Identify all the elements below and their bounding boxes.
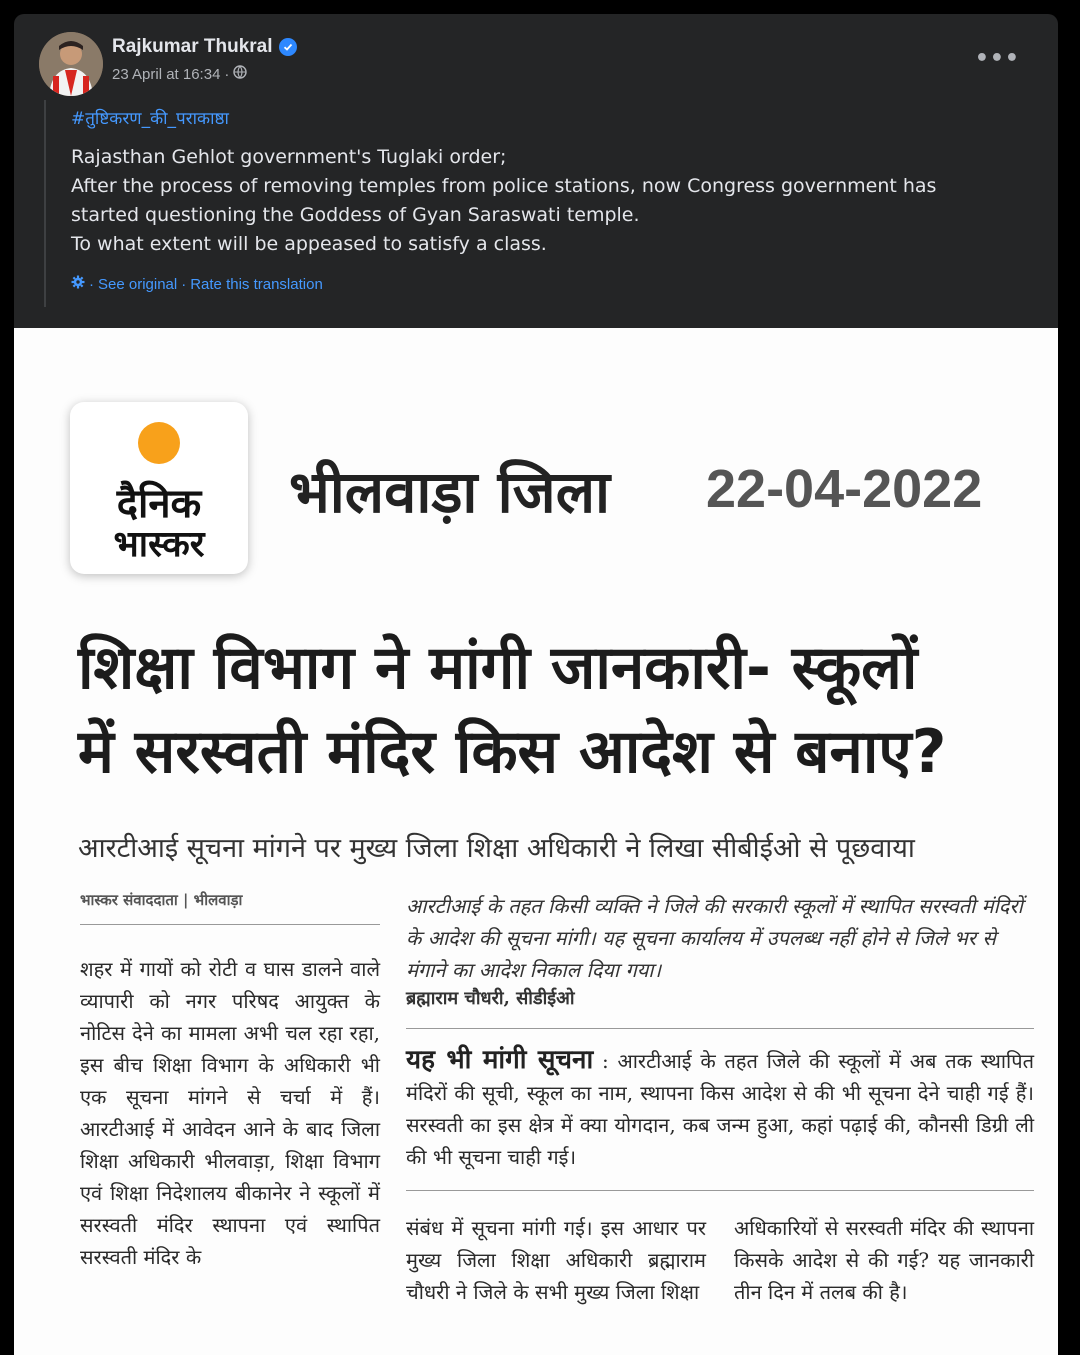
logo-text-line1: दैनिक bbox=[116, 481, 202, 527]
post-image-newspaper-clipping[interactable] bbox=[14, 328, 1058, 1355]
post-line-4: To what extent will be appeased to satisfy a class. bbox=[71, 233, 547, 255]
translation-separator-1: · bbox=[89, 275, 94, 293]
clipping-headline bbox=[78, 626, 1038, 794]
post-line-3: started questioning the Goddess of Gyan Saraswati temple. bbox=[71, 204, 640, 226]
quote-author: ब्रह्माराम चौधरी, सीडीईओ bbox=[406, 988, 575, 1009]
info-box-text: : आरटीआई के तहत जिले की स्कूलों में अब तक स्थापित मंदिरों की सूची, स्कूल का नाम, स्थापना किस आदेश से की भी सूचना देने चाही गई हैं। सरस्वती का इस क्षेत्र में क्या योगदान, कब जन्म हुआ, कहां पढ़ाई की, कौनसी डिग्री ली की भी सूचना चाही गई। bbox=[406, 1049, 1034, 1169]
author-name[interactable] bbox=[112, 36, 297, 58]
post-line-1: Rajasthan Gehlot government's Tuglaki order; bbox=[71, 146, 507, 168]
verified-badge-icon bbox=[279, 38, 297, 56]
post-meta bbox=[112, 65, 247, 83]
avatar[interactable] bbox=[39, 32, 103, 96]
translation-bar bbox=[71, 275, 1058, 293]
facebook-post bbox=[14, 14, 1058, 1355]
left-column bbox=[80, 953, 380, 1273]
post-timestamp[interactable]: 23 April at 16:34 bbox=[112, 65, 221, 83]
translation-separator-2: · bbox=[181, 275, 187, 293]
divider bbox=[406, 1028, 1034, 1029]
see-original-link[interactable]: See original bbox=[98, 275, 178, 293]
quote-block bbox=[406, 890, 1034, 1010]
left-column-text: शहर में गायों को रोटी व घास डालने वाले व्यापारी को नगर परिषद आयुक्त के नोटिस देने का मामला अभी चल रहा रहा, इस बीच शिक्षा विभाग के अधिकारी भी एक सूचना मांगने से चर्चा में हैं। आरटीआई में आवेदन आने के बाद जिला शिक्षा अधिकारी भीलवाड़ा, शिक्षा विभाग एवं शिक्षा निदेशालय बीकानेर ने स्कूलों में सरस्वती मंदिर स्थापना एवं स्थापित सरस्वती मंदिर के bbox=[80, 957, 380, 1269]
byline: भास्कर संवाददाता | भीलवाड़ा bbox=[80, 891, 243, 909]
globe-icon bbox=[233, 65, 247, 83]
dainik-bhaskar-logo bbox=[70, 402, 248, 574]
logo-text-line2: भास्कर bbox=[113, 524, 205, 565]
right-column-text: अधिकारियों से सरस्वती मंदिर की स्थापना किसके आदेश से की गई? यह जानकारी तीन दिन में तलब की है। bbox=[734, 1216, 1034, 1304]
info-box bbox=[406, 1044, 1034, 1173]
headline-line-1: शिक्षा विभाग ने मांगी जानकारी- स्कूलों bbox=[78, 633, 918, 703]
clipping-subheadline: आरटीआई सूचना मांगने पर मुख्य जिला शिक्षा अधिकारी ने लिखा सीबीईओ से पूछवाया bbox=[78, 833, 915, 864]
meta-separator: · bbox=[224, 65, 230, 83]
middle-column bbox=[406, 1212, 706, 1308]
author-name-text[interactable]: Rajkumar Thukral bbox=[112, 36, 273, 57]
rate-translation-link[interactable]: Rate this translation bbox=[190, 275, 323, 293]
byline-block bbox=[80, 890, 380, 910]
hashtag-link[interactable]: #तुष्टिकरण_की_पराकाष्ठा bbox=[71, 109, 229, 129]
post-line-2: After the process of removing temples from police stations, now Congress government has bbox=[71, 175, 937, 197]
clipping-date: 22-04-2022 bbox=[706, 459, 983, 519]
info-box-label: यह भी मांगी सूचना bbox=[406, 1045, 594, 1075]
divider bbox=[80, 924, 380, 925]
divider bbox=[406, 1190, 1034, 1191]
headline-line-2: में सरस्वती मंदिर किस आदेश से बनाए? bbox=[78, 717, 947, 787]
quote-text: आरटीआई के तहत किसी व्यक्ति ने जिले की सरकारी स्कूलों में स्थापित सरस्वती मंदिरों के आदेश की सूचना मांगी। यह सूचना कार्यालय में उपलब्ध नहीं होने से जिले भर से मंगाने का आदेश निकाल दिया गया। bbox=[406, 894, 1023, 982]
middle-column-text: संबंध में सूचना मांगी गई। इस आधार पर मुख्य जिला शिक्षा अधिकारी ब्रह्माराम चौधरी ने जिले के सभी मुख्य जिला शिक्षा bbox=[406, 1216, 706, 1304]
district-name: भीलवाड़ा जिला bbox=[289, 458, 611, 526]
right-column bbox=[734, 1212, 1034, 1308]
gear-icon[interactable] bbox=[71, 275, 85, 293]
post-text bbox=[44, 100, 1058, 307]
more-options-button[interactable]: ••• bbox=[974, 46, 1020, 71]
logo-sun-icon bbox=[138, 422, 180, 464]
